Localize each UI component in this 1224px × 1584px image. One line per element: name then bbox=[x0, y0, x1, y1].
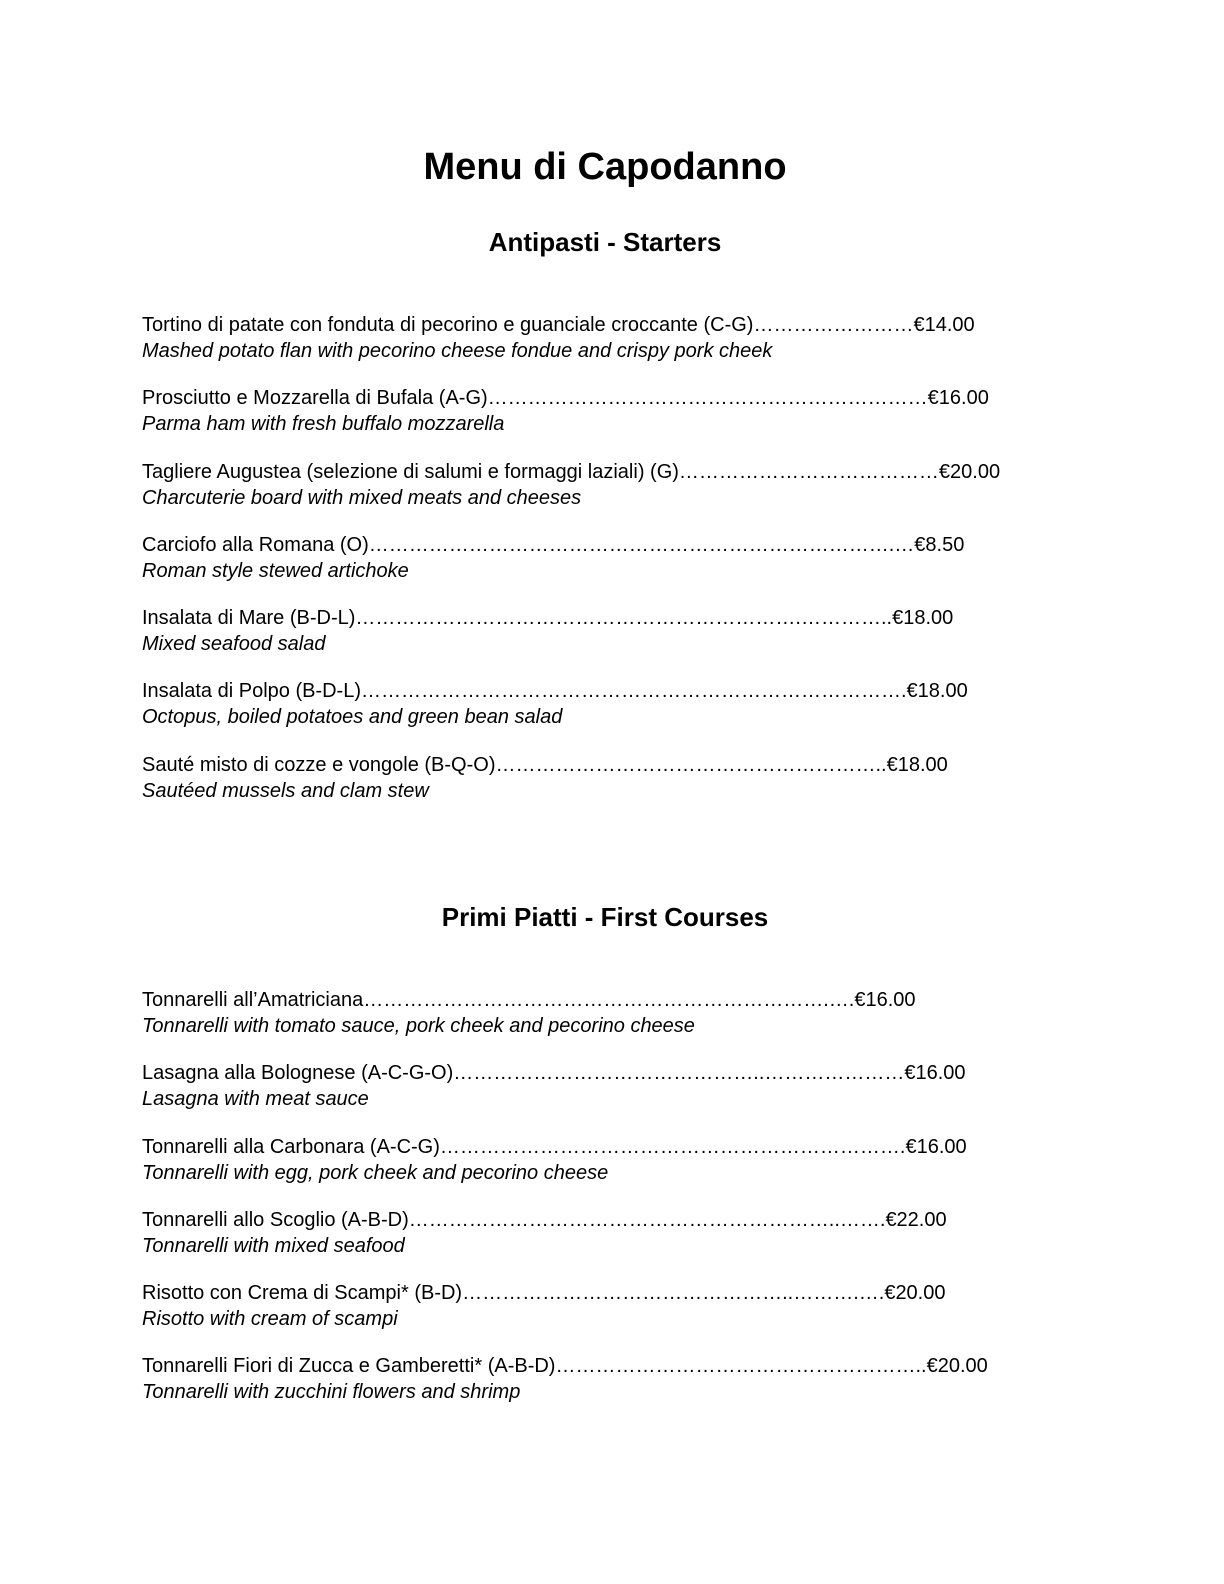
menu-item bbox=[142, 1280, 1082, 1353]
starters-list bbox=[142, 312, 1082, 825]
menu-item bbox=[142, 678, 1082, 751]
item-description: Mashed potato flan with pecorino cheese fondue and crispy pork cheek bbox=[142, 340, 773, 362]
menu-item bbox=[142, 532, 1082, 605]
item-name-price: Tonnarelli Fiori di Zucca e Gamberetti* (A-B-D)………………………………………………..€20.00 bbox=[142, 1355, 988, 1378]
item-description: Mixed seafood salad bbox=[142, 633, 326, 656]
menu-item bbox=[142, 752, 1082, 825]
menu-item bbox=[142, 987, 1082, 1060]
item-description: Octopus, boiled potatoes and green bean salad bbox=[142, 706, 563, 729]
menu-item bbox=[142, 312, 1082, 385]
section-title-antipasti: Antipasti - Starters bbox=[488, 227, 722, 257]
menu-item bbox=[142, 1353, 1082, 1426]
item-description: Tonnarelli with egg, pork cheek and pecorino cheese bbox=[142, 1161, 609, 1184]
menu-item bbox=[142, 385, 1082, 458]
menu-item bbox=[142, 1060, 1082, 1133]
item-description: Charcuterie board with mixed meats and cheeses bbox=[142, 486, 582, 509]
first-courses-list bbox=[142, 987, 1082, 1427]
item-name-price: Carciofo alla Romana (O)…………………………………………………………………….…€8.50 bbox=[142, 533, 965, 556]
item-description: Lasagna with meat sauce bbox=[142, 1088, 369, 1111]
item-description: Tonnarelli with tomato sauce, pork cheek and pecorino cheese bbox=[142, 1015, 695, 1037]
item-name-price: Insalata di Mare (B-D-L)………………………………………………………….…………..€18.00 bbox=[142, 607, 954, 630]
item-description: Sautéed mussels and clam stew bbox=[142, 779, 429, 802]
menu-item bbox=[142, 1207, 1082, 1280]
menu-item bbox=[142, 1134, 1082, 1207]
item-name-price: Risotto con Crema di Scampi* (B-D)…………………………………………..……….….€20.00 bbox=[142, 1282, 946, 1305]
item-name-price: Sauté misto di cozze e vongole (B-Q-O)…………………………………………………..€18.00 bbox=[142, 753, 948, 776]
item-description: Roman style stewed artichoke bbox=[142, 559, 409, 582]
menu-item bbox=[142, 459, 1082, 532]
item-description: Tonnarelli with mixed seafood bbox=[142, 1234, 405, 1257]
item-name-price: Lasagna alla Bolognese (A-C-G-O)………………………………………..…………………€16.00 bbox=[142, 1062, 966, 1085]
item-name-price: Tonnarelli all’Amatriciana…………………………………………………………….….€16.00 bbox=[142, 989, 916, 1011]
item-description: Risotto with cream of scampi bbox=[142, 1308, 398, 1331]
page-title: Menu di Capodanno bbox=[423, 146, 787, 188]
section-title-primi: Primi Piatti - First Courses bbox=[441, 902, 769, 932]
item-name-price: Tagliere Augustea (selezione di salumi e formaggi laziali) (G)…………………………………€20.00 bbox=[142, 460, 1001, 483]
item-name-price: Tonnarelli alla Carbonara (A-C-G)…………………………………………………………….€16.00 bbox=[142, 1135, 967, 1158]
item-description: Parma ham with fresh buffalo mozzarella bbox=[142, 413, 505, 436]
item-name-price: Tonnarelli allo Scoglio (A-B-D)………………………………………………………..…….€22.00 bbox=[142, 1208, 947, 1231]
item-name-price: Prosciutto e Mozzarella di Bufala (A-G)…………………………………………………………€16.00 bbox=[142, 387, 989, 410]
item-description: Tonnarelli with zucchini flowers and shrimp bbox=[142, 1381, 521, 1404]
menu-item bbox=[142, 605, 1082, 678]
item-name-price: Insalata di Polpo (B-D-L)……………………………………………………………………….€18.00 bbox=[142, 680, 968, 703]
item-name-price: Tortino di patate con fonduta di pecorino e guanciale croccante (C-G)……………………€14.00 bbox=[142, 314, 975, 336]
